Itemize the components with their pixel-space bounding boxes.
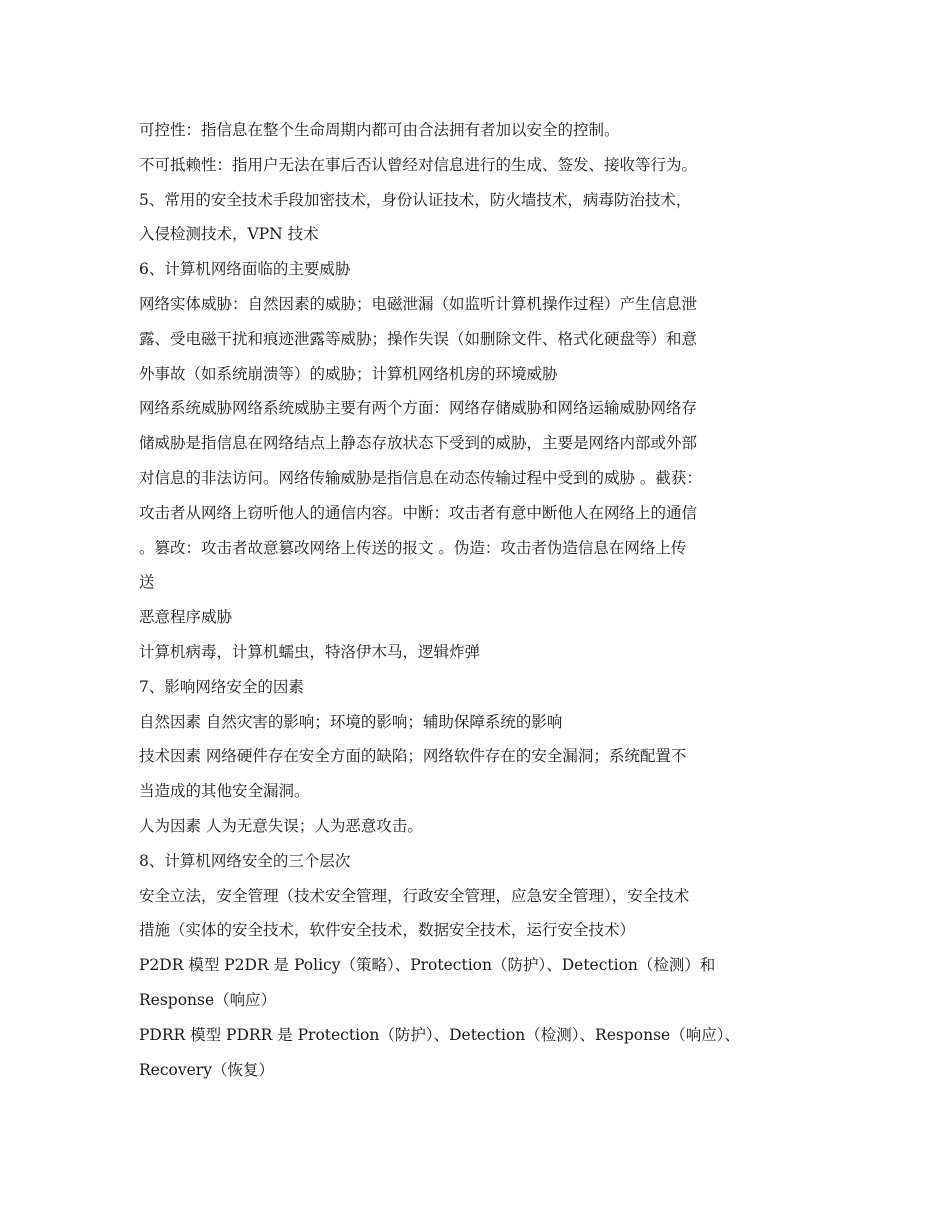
text-line: 外事故（如系统崩溃等）的威胁；计算机网络机房的环境威胁 xyxy=(139,364,558,383)
text-line: PDRR 模型 PDRR 是 Protection（防护）、Detection（检测）、Response（响应）、 xyxy=(139,1025,740,1044)
text-line: 。篡改：攻击者故意篡改网络上传送的报文 。伪造：攻击者伪造信息在网络上传 xyxy=(139,538,687,557)
text-line: 5、常用的安全技术手段加密技术，身份认证技术，防火墙技术，病毒防治技术， xyxy=(139,190,692,209)
text-line: 恶意程序威胁 xyxy=(139,608,233,627)
text-line: 攻击者从网络上窃听他人的通信内容。中断：攻击者有意中断他人在网络上的通信 xyxy=(139,503,698,522)
text-line: 对信息的非法访问。网络传输威胁是指信息在动态传输过程中受到的威胁 。截获： xyxy=(139,468,702,487)
text-line: 可控性：指信息在整个生命周期内都可由合法拥有者加以安全的控制。 xyxy=(139,121,620,139)
section-heading: 7、影响网络安全的因素 xyxy=(139,677,304,696)
text-line: 不可抵赖性：指用户无法在事后否认曾经对信息进行的生成、签发、接收等行为。 xyxy=(139,155,698,174)
text-line: 网络系统威胁网络系统威胁主要有两个方面：网络存储威胁和网络运输威胁网络存 xyxy=(139,399,698,418)
text-line: 计算机病毒，计算机蠕虫，特洛伊木马，逻辑炸弹 xyxy=(139,642,481,661)
section-heading: 6、计算机网络面临的主要威胁 xyxy=(139,260,351,279)
text-line: P2DR 模型 P2DR 是 Policy（策略）、Protection（防护）、Detection（检测）和 xyxy=(139,956,716,975)
text-line: 自然因素 自然灾害的影响；环境的影响；辅助保障系统的影响 xyxy=(139,712,563,731)
text-line: 措施（实体的安全技术，软件安全技术，数据安全技术，运行安全技术） xyxy=(139,921,636,940)
text-line: Response（响应） xyxy=(139,990,277,1009)
text-line: 技术因素 网络硬件存在安全方面的缺陷；网络软件存在的安全漏洞；系统配置不 xyxy=(139,747,687,766)
text-line: 送 xyxy=(139,573,155,592)
section-heading: 8、计算机网络安全的三个层次 xyxy=(139,851,351,870)
document-body xyxy=(139,113,839,1087)
text-line: 安全立法，安全管理（技术安全管理，行政安全管理，应急安全管理），安全技术 xyxy=(139,886,690,905)
text-line: 露、受电磁干扰和痕迹泄露等威胁；操作失误（如删除文件、格式化硬盘等）和意 xyxy=(139,329,698,348)
text-line: 人为因素 人为无意失误；人为恶意攻击。 xyxy=(139,816,423,835)
text-line: 储威胁是指信息在网络结点上静态存放状态下受到的威胁，主要是网络内部或外部 xyxy=(139,434,698,453)
text-line: 网络实体威胁：自然因素的威胁；电磁泄漏（如监听计算机操作过程）产生信息泄 xyxy=(139,294,698,313)
text-line: 入侵检测技术，VPN 技术 xyxy=(139,225,319,244)
text-line: 当造成的其他安全漏洞。 xyxy=(139,782,310,801)
text-line: Recovery（恢复） xyxy=(139,1060,274,1079)
